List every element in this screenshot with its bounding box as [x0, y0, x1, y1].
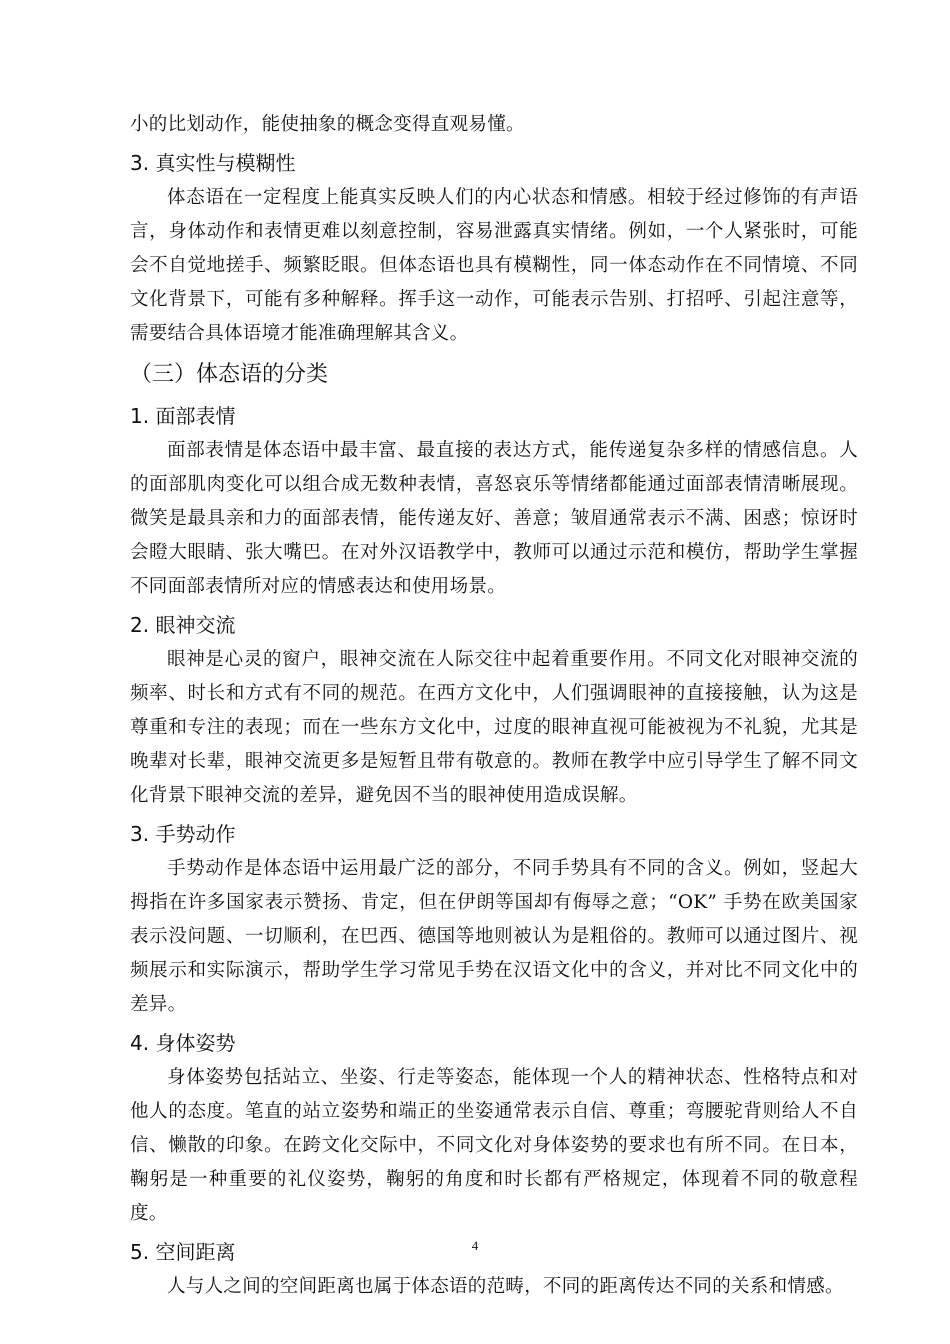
- paragraph-spatial-distance: 人与人之间的空间距离也属于体态语的范畴，不同的距离传达不同的关系和情感。: [167, 1276, 844, 1297]
- section-heading-classification: （三）体态语的分类: [130, 362, 329, 387]
- page-number: 4: [471, 1238, 479, 1253]
- paragraph-gestures: 手势动作是体态语中运用最广泛的部分，不同手势具有不同的含义。例如，竖起大拇指在许多国家表示赞扬、肯定，但在伊朗等国却有侮辱之意；“OK” 手势在欧美国家表示没问题、一切顺利，在巴西、德国等地则被认为是粗俗的。教师可以通过图片、视频展示和实际演示，帮助学生学习常见手势在汉语文化中的含义，并对比不同文化中的差异。: [130, 858, 858, 1015]
- paragraph-facial-expression: 面部表情是体态语中最丰富、最直接的表达方式，能传递复杂多样的情感信息。人的面部肌肉变化可以组合成无数种表情，喜怒哀乐等情绪都能通过面部表情清晰展现。微笑是最具亲和力的面部表情，能传递友好、善意；皱眉通常表示不满、困惑；惊讶时会瞪大眼睛、张大嘴巴。在对外汉语教学中，教师可以通过示范和模仿，帮助学生掌握不同面部表情所对应的情感表达和使用场景。: [130, 440, 858, 597]
- heading-eye-contact: 2. 眼神交流: [130, 613, 236, 637]
- paragraph-continuation: 小的比划动作，能使抽象的概念变得直观易懂。: [130, 114, 525, 135]
- heading-body-posture: 4. 身体姿势: [130, 1031, 236, 1055]
- paragraph-body-posture: 身体姿势包括站立、坐姿、行走等姿态，能体现一个人的精神状态、性格特点和对他人的态度。笔直的站立姿势和端正的坐姿通常表示自信、尊重；弯腰驼背则给人不自信、懒散的印象。在跨文化交际中，不同文化对身体姿势的要求也有所不同。在日本，鞠躬是一种重要的礼仪姿势，鞠躬的角度和时长都有严格规定，体现着不同的敬意程度。: [130, 1067, 858, 1224]
- heading-authenticity-ambiguity: 3. 真实性与模糊性: [130, 151, 296, 175]
- heading-facial-expression: 1. 面部表情: [130, 404, 236, 428]
- heading-spatial-distance: 5. 空间距离: [130, 1240, 236, 1264]
- page-content: [130, 108, 858, 1304]
- heading-gestures: 3. 手势动作: [130, 822, 236, 846]
- paragraph-eye-contact: 眼神是心灵的窗户，眼神交流在人际交往中起着重要作用。不同文化对眼神交流的频率、时长和方式有不同的规范。在西方文化中，人们强调眼神的直接接触，认为这是尊重和专注的表现；而在一些东方文化中，过度的眼神直视可能被视为不礼貌，尤其是晚辈对长辈，眼神交流更多是短暂且带有敬意的。教师在教学中应引导学生了解不同文化背景下眼神交流的差异，避免因不当的眼神使用造成误解。: [130, 649, 858, 806]
- paragraph-authenticity: 体态语在一定程度上能真实反映人们的内心状态和情感。相较于经过修饰的有声语言，身体动作和表情更难以刻意控制，容易泄露真实情绪。例如，一个人紧张时，可能会不自觉地搓手、频繁眨眼。但体态语也具有模糊性，同一体态动作在不同情境、不同文化背景下，可能有多种解释。挥手这一动作，可能表示告别、打招呼、引起注意等，需要结合具体语境才能准确理解其含义。: [130, 187, 858, 344]
